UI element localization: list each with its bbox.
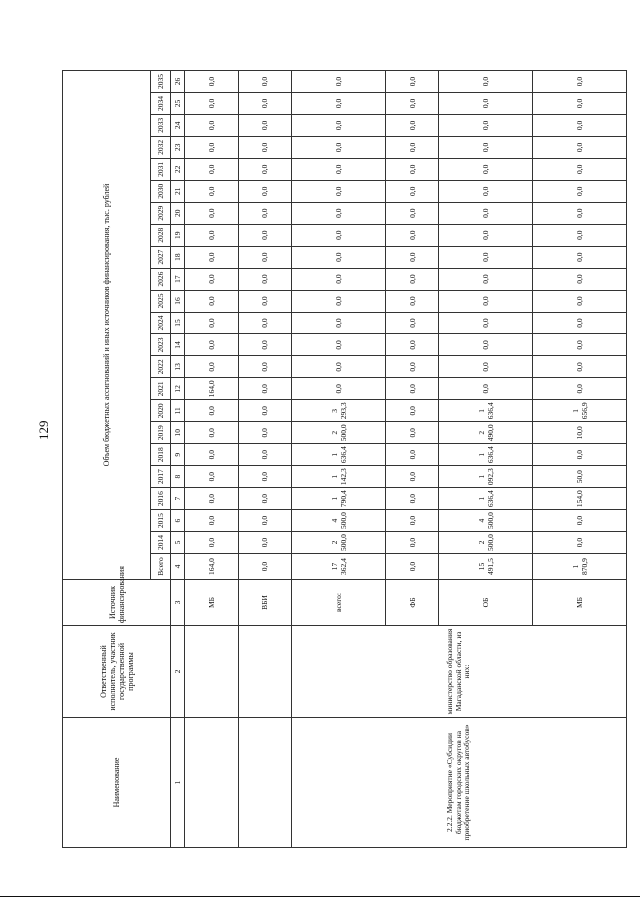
value-cell: 0,0 <box>439 224 533 246</box>
value-cell: 0,0 <box>292 378 386 400</box>
value-cell: 0,0 <box>292 268 386 290</box>
total-cell: 15 491,5 <box>439 554 533 580</box>
value-cell: 0,0 <box>292 71 386 93</box>
value-cell: 0,0 <box>439 246 533 268</box>
table-row <box>292 71 386 848</box>
value-cell: 0,0 <box>238 488 292 510</box>
value-cell: 0,0 <box>533 92 627 114</box>
value-cell: 1 636,4 <box>439 444 533 466</box>
value-cell: 0,0 <box>292 356 386 378</box>
value-cell: 0,0 <box>292 290 386 312</box>
header-year: 2032 <box>151 136 171 158</box>
header-year: 2022 <box>151 356 171 378</box>
value-cell: 0,0 <box>533 114 627 136</box>
value-cell: 0,0 <box>385 268 439 290</box>
value-cell: 0,0 <box>439 290 533 312</box>
value-cell: 4 500,0 <box>439 510 533 532</box>
value-cell: 50,0 <box>533 466 627 488</box>
header-year: 2031 <box>151 158 171 180</box>
value-cell: 0,0 <box>439 334 533 356</box>
value-cell: 0,0 <box>439 92 533 114</box>
column-number: 23 <box>171 136 185 158</box>
value-cell: 0,0 <box>385 400 439 422</box>
value-cell: 0,0 <box>238 158 292 180</box>
value-cell: 1 636,4 <box>439 400 533 422</box>
column-number: 21 <box>171 180 185 202</box>
value-cell: 0,0 <box>533 224 627 246</box>
value-cell: 0,0 <box>385 510 439 532</box>
header-year: 2015 <box>151 510 171 532</box>
value-cell: 0,0 <box>238 532 292 554</box>
source-cell: ФБ <box>385 580 439 626</box>
column-number: 25 <box>171 92 185 114</box>
value-cell: 10,0 <box>533 422 627 444</box>
table-row <box>238 71 292 848</box>
total-cell: 0,0 <box>238 554 292 580</box>
column-number: 5 <box>171 532 185 554</box>
column-number: 8 <box>171 466 185 488</box>
header-volume: Объем бюджетных ассигнований и иных источников финансирования, тыс. рублей <box>63 71 151 580</box>
value-cell: 0,0 <box>385 444 439 466</box>
value-cell: 0,0 <box>439 378 533 400</box>
column-number: 24 <box>171 114 185 136</box>
source-cell: МБ <box>533 580 627 626</box>
value-cell: 0,0 <box>185 158 239 180</box>
value-cell: 0,0 <box>185 136 239 158</box>
value-cell: 0,0 <box>238 400 292 422</box>
value-cell: 0,0 <box>385 422 439 444</box>
value-cell: 0,0 <box>385 71 439 93</box>
value-cell: 1 790,4 <box>292 488 386 510</box>
value-cell: 0,0 <box>533 312 627 334</box>
rotated-table-container <box>62 70 627 848</box>
source-cell: ОБ <box>439 580 533 626</box>
value-cell: 0,0 <box>385 246 439 268</box>
header-year: 2020 <box>151 400 171 422</box>
value-cell: 0,0 <box>533 510 627 532</box>
value-cell: 0,0 <box>533 180 627 202</box>
table-row <box>185 71 239 848</box>
header-total: Всего <box>151 554 171 580</box>
value-cell: 2 490,0 <box>439 422 533 444</box>
value-cell: 0,0 <box>238 92 292 114</box>
value-cell: 2 500,0 <box>292 422 386 444</box>
value-cell: 0,0 <box>238 246 292 268</box>
column-number: 26 <box>171 71 185 93</box>
executor-cell-empty <box>238 626 292 718</box>
value-cell: 0,0 <box>533 356 627 378</box>
column-number: 6 <box>171 510 185 532</box>
column-number: 2 <box>171 626 185 718</box>
value-cell: 0,0 <box>185 422 239 444</box>
value-cell: 0,0 <box>385 158 439 180</box>
value-cell: 0,0 <box>238 422 292 444</box>
value-cell: 0,0 <box>238 378 292 400</box>
value-cell: 0,0 <box>439 71 533 93</box>
header-year: 2027 <box>151 246 171 268</box>
header-year: 2014 <box>151 532 171 554</box>
column-number: 12 <box>171 378 185 400</box>
value-cell: 1 636,4 <box>292 444 386 466</box>
value-cell: 0,0 <box>238 114 292 136</box>
value-cell: 0,0 <box>439 356 533 378</box>
budget-table <box>62 70 627 848</box>
value-cell: 0,0 <box>385 136 439 158</box>
page-number: 129 <box>36 420 51 440</box>
value-cell: 164,0 <box>185 378 239 400</box>
header-year: 2023 <box>151 334 171 356</box>
value-cell: 0,0 <box>238 312 292 334</box>
value-cell: 0,0 <box>385 114 439 136</box>
value-cell: 0,0 <box>185 312 239 334</box>
header-year: 2018 <box>151 444 171 466</box>
column-number: 13 <box>171 356 185 378</box>
header-year: 2019 <box>151 422 171 444</box>
header-executor: Ответственный исполнитель, участник государственной программы <box>63 626 171 718</box>
value-cell: 0,0 <box>533 290 627 312</box>
column-number: 10 <box>171 422 185 444</box>
value-cell: 0,0 <box>385 224 439 246</box>
value-cell: 0,0 <box>238 444 292 466</box>
value-cell: 0,0 <box>185 290 239 312</box>
column-number: 19 <box>171 224 185 246</box>
value-cell: 0,0 <box>238 290 292 312</box>
source-cell: МБ <box>185 580 239 626</box>
column-number: 4 <box>171 554 185 580</box>
header-year: 2026 <box>151 268 171 290</box>
value-cell: 0,0 <box>292 224 386 246</box>
header-year: 2034 <box>151 92 171 114</box>
value-cell: 0,0 <box>238 268 292 290</box>
value-cell: 1 142,3 <box>292 466 386 488</box>
header-year: 2029 <box>151 202 171 224</box>
column-number: 18 <box>171 246 185 268</box>
value-cell: 0,0 <box>292 202 386 224</box>
value-cell: 1 636,4 <box>439 488 533 510</box>
value-cell: 0,0 <box>185 202 239 224</box>
source-cell: ВБИ <box>238 580 292 626</box>
column-number: 20 <box>171 202 185 224</box>
value-cell: 0,0 <box>385 488 439 510</box>
value-cell: 2 500,0 <box>292 532 386 554</box>
column-number: 1 <box>171 718 185 848</box>
value-cell: 0,0 <box>533 334 627 356</box>
value-cell: 0,0 <box>238 510 292 532</box>
value-cell: 0,0 <box>439 136 533 158</box>
total-cell: 0,0 <box>385 554 439 580</box>
value-cell: 0,0 <box>292 180 386 202</box>
value-cell: 0,0 <box>185 356 239 378</box>
executor-cell-empty <box>185 626 239 718</box>
value-cell: 0,0 <box>385 532 439 554</box>
value-cell: 0,0 <box>238 224 292 246</box>
column-number: 3 <box>171 580 185 626</box>
header-year: 2033 <box>151 114 171 136</box>
total-cell: 1 870,9 <box>533 554 627 580</box>
value-cell: 0,0 <box>385 202 439 224</box>
header-year: 2035 <box>151 71 171 93</box>
value-cell: 0,0 <box>185 224 239 246</box>
value-cell: 0,0 <box>439 268 533 290</box>
value-cell: 0,0 <box>185 488 239 510</box>
value-cell: 0,0 <box>292 114 386 136</box>
total-cell: 17 362,4 <box>292 554 386 580</box>
value-cell: 0,0 <box>533 378 627 400</box>
value-cell: 0,0 <box>439 158 533 180</box>
value-cell: 0,0 <box>238 466 292 488</box>
value-cell: 0,0 <box>238 202 292 224</box>
value-cell: 0,0 <box>533 71 627 93</box>
value-cell: 0,0 <box>385 290 439 312</box>
total-cell: 164,0 <box>185 554 239 580</box>
value-cell: 0,0 <box>238 334 292 356</box>
value-cell: 0,0 <box>185 532 239 554</box>
value-cell: 0,0 <box>292 246 386 268</box>
name-cell-empty <box>238 718 292 848</box>
value-cell: 0,0 <box>439 114 533 136</box>
column-number: 14 <box>171 334 185 356</box>
value-cell: 0,0 <box>533 444 627 466</box>
column-number: 7 <box>171 488 185 510</box>
value-cell: 0,0 <box>439 312 533 334</box>
value-cell: 0,0 <box>292 158 386 180</box>
column-number: 15 <box>171 312 185 334</box>
name-cell-empty <box>185 718 239 848</box>
column-number: 11 <box>171 400 185 422</box>
value-cell: 0,0 <box>533 158 627 180</box>
header-year: 2024 <box>151 312 171 334</box>
value-cell: 3 293,3 <box>292 400 386 422</box>
value-cell: 0,0 <box>185 268 239 290</box>
value-cell: 0,0 <box>385 356 439 378</box>
value-cell: 0,0 <box>185 444 239 466</box>
value-cell: 0,0 <box>533 246 627 268</box>
value-cell: 154,0 <box>533 488 627 510</box>
value-cell: 0,0 <box>185 334 239 356</box>
value-cell: 0,0 <box>185 114 239 136</box>
header-name: Наименование <box>63 718 171 848</box>
value-cell: 0,0 <box>238 180 292 202</box>
column-number: 16 <box>171 290 185 312</box>
value-cell: 0,0 <box>185 92 239 114</box>
bottom-rule <box>0 896 640 897</box>
activity-name: 2.2.2. Мероприятие «Субсидии бюджетам городских округов на приобретение школьных автобусов» <box>292 718 627 848</box>
value-cell: 0,0 <box>533 202 627 224</box>
budget-table-area <box>62 70 627 848</box>
value-cell: 0,0 <box>439 180 533 202</box>
value-cell: 1 092,3 <box>439 466 533 488</box>
value-cell: 0,0 <box>185 71 239 93</box>
value-cell: 0,0 <box>185 246 239 268</box>
executor-name: министерство образования Магаданской области, из них: <box>292 626 627 718</box>
value-cell: 0,0 <box>439 202 533 224</box>
value-cell: 0,0 <box>292 312 386 334</box>
value-cell: 0,0 <box>292 334 386 356</box>
value-cell: 0,0 <box>385 334 439 356</box>
column-number: 17 <box>171 268 185 290</box>
value-cell: 0,0 <box>185 400 239 422</box>
value-cell: 0,0 <box>385 378 439 400</box>
value-cell: 0,0 <box>533 268 627 290</box>
value-cell: 0,0 <box>533 136 627 158</box>
value-cell: 4 500,0 <box>292 510 386 532</box>
value-cell: 0,0 <box>238 136 292 158</box>
header-source: Источник финансирования <box>63 580 171 626</box>
header-year: 2025 <box>151 290 171 312</box>
column-number: 9 <box>171 444 185 466</box>
header-year: 2021 <box>151 378 171 400</box>
header-year: 2030 <box>151 180 171 202</box>
value-cell: 0,0 <box>185 466 239 488</box>
value-cell: 0,0 <box>185 180 239 202</box>
header-year: 2017 <box>151 466 171 488</box>
value-cell: 0,0 <box>385 466 439 488</box>
value-cell: 0,0 <box>238 71 292 93</box>
value-cell: 0,0 <box>533 532 627 554</box>
value-cell: 0,0 <box>385 312 439 334</box>
value-cell: 0,0 <box>385 180 439 202</box>
value-cell: 0,0 <box>238 356 292 378</box>
value-cell: 0,0 <box>385 92 439 114</box>
header-year: 2016 <box>151 488 171 510</box>
value-cell: 0,0 <box>292 92 386 114</box>
value-cell: 2 500,0 <box>439 532 533 554</box>
header-year: 2028 <box>151 224 171 246</box>
value-cell: 1 656,9 <box>533 400 627 422</box>
value-cell: 0,0 <box>185 510 239 532</box>
source-cell: всего: <box>292 580 386 626</box>
column-number: 22 <box>171 158 185 180</box>
value-cell: 0,0 <box>292 136 386 158</box>
